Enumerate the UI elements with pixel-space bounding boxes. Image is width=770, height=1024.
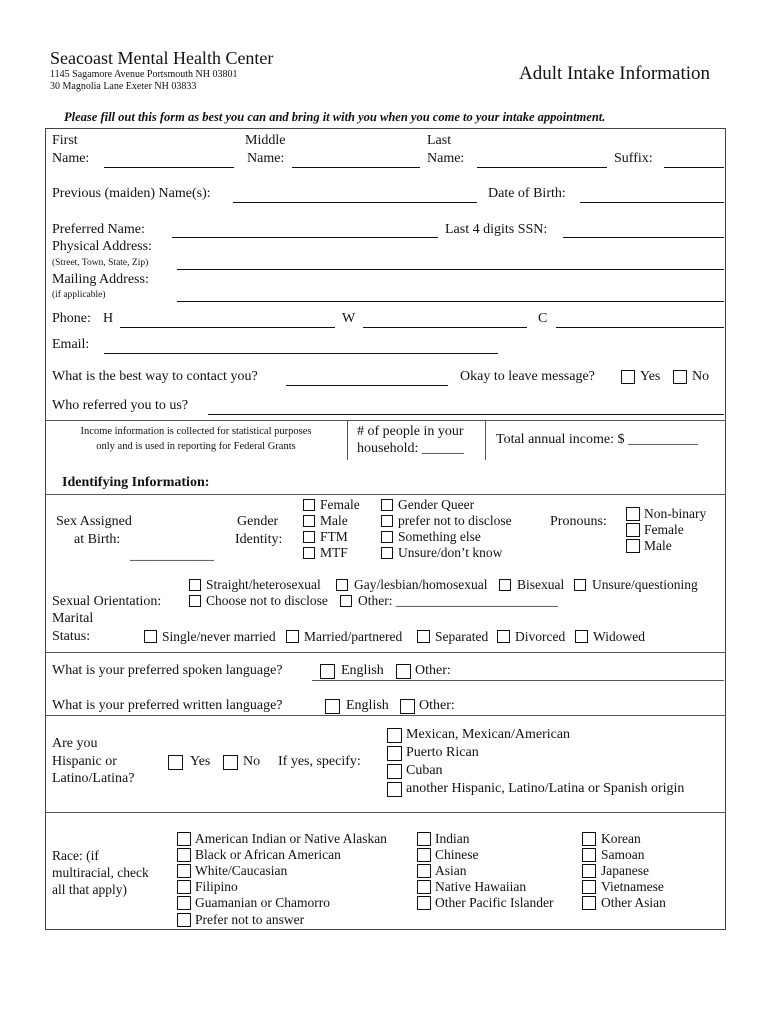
orientation-label: Sexual Orientation: [52, 594, 162, 609]
hispanic-question-2: Hispanic or [52, 754, 117, 769]
written-language-question: What is your preferred written language? [52, 698, 283, 713]
gender-unsure-label: Unsure/don’t know [398, 545, 503, 560]
gender-queer-checkbox[interactable] [381, 499, 393, 511]
race-chinese-checkbox[interactable] [417, 848, 431, 862]
spoken-language-top-rule [45, 652, 726, 653]
written-other-checkbox[interactable] [400, 699, 415, 714]
marital-single-checkbox[interactable] [144, 630, 157, 643]
race-black-checkbox[interactable] [177, 848, 191, 862]
last-name-label: Name: [427, 151, 465, 166]
race-vietnamese-label: Vietnamese [601, 879, 664, 894]
income-note-line1: Income information is collected for statistical purposes [80, 426, 312, 437]
gender-prefer-not-checkbox[interactable] [381, 515, 393, 527]
written-language-bottom-rule [45, 715, 726, 716]
race-japanese-label: Japanese [601, 863, 649, 878]
hispanic-bottom-rule [45, 812, 726, 813]
orientation-no-disclose-checkbox[interactable] [189, 595, 201, 607]
spoken-language-question: What is your preferred spoken language? [52, 663, 283, 678]
gender-something-else-label: Something else [398, 529, 481, 544]
written-other-label: Other: [419, 698, 455, 713]
leave-message-no-checkbox[interactable] [673, 370, 687, 384]
instructions: Please fill out this form as best you can and bring it with you when you come to your intake appointment. [64, 110, 606, 124]
hispanic-puerto-rican-label: Puerto Rican [406, 745, 479, 760]
spoken-other-checkbox[interactable] [396, 664, 411, 679]
gender-prefer-not-label: prefer not to disclose [398, 513, 512, 528]
gender-male-checkbox[interactable] [303, 515, 315, 527]
orientation-straight-checkbox[interactable] [189, 579, 201, 591]
preferred-name-label: Preferred Name: [52, 222, 145, 237]
household-label-line1: # of people in your [357, 424, 464, 439]
marital-separated-label: Separated [435, 629, 489, 644]
gender-something-else-checkbox[interactable] [381, 531, 393, 543]
dob-label: Date of Birth: [488, 186, 566, 201]
phone-cell-field[interactable] [556, 327, 724, 328]
hispanic-mexican-checkbox[interactable] [387, 728, 402, 743]
orientation-gay-checkbox[interactable] [336, 579, 348, 591]
race-american-indian-checkbox[interactable] [177, 832, 191, 846]
written-english-label: English [346, 698, 389, 713]
first-name-label-top: First [52, 133, 78, 148]
suffix-label: Suffix: [614, 151, 653, 166]
pronoun-nonbinary-label: Non-binary [644, 506, 707, 521]
hispanic-question-1: Are you [52, 736, 98, 751]
written-english-checkbox[interactable] [325, 699, 340, 714]
sex-assigned-label-2: at Birth: [74, 532, 121, 547]
physical-address-field[interactable] [177, 269, 724, 270]
gender-mtf-label: MTF [320, 545, 348, 560]
gender-female-label: Female [320, 497, 360, 512]
race-asian-checkbox[interactable] [417, 864, 431, 878]
hispanic-yes-checkbox[interactable] [168, 755, 183, 770]
race-guamanian-checkbox[interactable] [177, 896, 191, 910]
marital-label-1: Marital [52, 611, 94, 626]
referred-label: Who referred you to us? [52, 398, 189, 413]
sex-assigned-label-1: Sex Assigned [56, 514, 132, 529]
contact-way-field[interactable] [286, 385, 448, 386]
pronouns-label: Pronouns: [550, 514, 607, 529]
race-chinese-label: Chinese [435, 847, 479, 862]
gender-unsure-checkbox[interactable] [381, 547, 393, 559]
race-white-checkbox[interactable] [177, 864, 191, 878]
physical-address-label: Physical Address: [52, 239, 152, 254]
email-field[interactable] [104, 353, 498, 354]
race-vietnamese-checkbox[interactable] [582, 880, 596, 894]
race-label-1: Race: (if [52, 848, 99, 863]
preferred-name-field[interactable] [172, 237, 438, 238]
phone-home-label: H [103, 311, 114, 326]
orientation-bisexual-label: Bisexual [517, 577, 565, 592]
pronoun-male-checkbox[interactable] [626, 539, 640, 553]
spoken-other-label: Other: [415, 663, 451, 678]
last-name-field[interactable] [477, 167, 607, 168]
suffix-field[interactable] [664, 167, 724, 168]
gender-mtf-checkbox[interactable] [303, 547, 315, 559]
pronoun-female-label: Female [644, 522, 684, 537]
race-other-asian-label: Other Asian [601, 895, 666, 910]
gender-ftm-checkbox[interactable] [303, 531, 315, 543]
previous-name-field[interactable] [233, 202, 477, 203]
race-korean-checkbox[interactable] [582, 832, 596, 846]
marital-single-label: Single/never married [162, 629, 276, 644]
spoken-language-underline [312, 680, 724, 681]
marital-widowed-checkbox[interactable] [575, 630, 588, 643]
middle-name-label: Name: [247, 151, 285, 166]
spoken-english-label: English [341, 663, 384, 678]
race-japanese-checkbox[interactable] [582, 864, 596, 878]
income-note-line2: only and is used in reporting for Federal Grants [96, 441, 296, 452]
phone-cell-label: C [538, 311, 548, 326]
marital-divorced-checkbox[interactable] [497, 630, 510, 643]
pronoun-nonbinary-checkbox[interactable] [626, 507, 640, 521]
hispanic-puerto-rican-checkbox[interactable] [387, 746, 402, 761]
income-top-rule [45, 420, 726, 421]
race-asian-label: Asian [435, 863, 467, 878]
dob-field[interactable] [580, 202, 724, 203]
contact-way-label: What is the best way to contact you? [52, 369, 258, 384]
first-name-label: Name: [52, 151, 90, 166]
race-other-asian-checkbox[interactable] [582, 896, 596, 910]
race-label-3: all that apply) [52, 882, 127, 897]
race-white-label: White/Caucasian [195, 863, 288, 878]
income-divider-1 [347, 420, 348, 460]
marital-label-2: Status: [52, 629, 91, 644]
phone-work-field[interactable] [363, 327, 527, 328]
orientation-unsure-checkbox[interactable] [574, 579, 586, 591]
ssn-field[interactable] [563, 237, 724, 238]
phone-work-label: W [342, 311, 356, 326]
orientation-bisexual-checkbox[interactable] [499, 579, 511, 591]
race-filipino-label: Filipino [195, 879, 238, 894]
mailing-address-label: Mailing Address: [52, 272, 149, 287]
middle-name-label-top: Middle [245, 133, 286, 148]
leave-message-yes-checkbox[interactable] [621, 370, 635, 384]
hispanic-cuban-checkbox[interactable] [387, 764, 402, 779]
race-filipino-checkbox[interactable] [177, 880, 191, 894]
marital-married-label: Married/partnered [304, 629, 403, 644]
race-korean-label: Korean [601, 831, 641, 846]
marital-separated-checkbox[interactable] [417, 630, 430, 643]
household-label-line2[interactable]: household: ______ [357, 441, 464, 456]
total-income-label[interactable]: Total annual income: $ __________ [496, 432, 698, 447]
race-guamanian-label: Guamanian or Chamorro [195, 895, 330, 910]
hispanic-cuban-label: Cuban [406, 763, 443, 778]
hispanic-no-checkbox[interactable] [223, 755, 238, 770]
race-prefer-not-checkbox[interactable] [177, 913, 191, 927]
gender-queer-label: Gender Queer [398, 497, 475, 512]
last-name-label-top: Last [427, 133, 452, 148]
identifying-heading: Identifying Information: [62, 475, 210, 490]
phone-label: Phone: [52, 311, 91, 326]
leave-message-yes-label: Yes [640, 369, 661, 384]
orientation-gay-label: Gay/lesbian/homosexual [354, 577, 488, 592]
spoken-english-checkbox[interactable] [320, 664, 335, 679]
orientation-straight-label: Straight/heterosexual [206, 577, 321, 592]
pronoun-male-label: Male [644, 538, 672, 553]
gender-male-label: Male [320, 513, 348, 528]
marital-divorced-label: Divorced [515, 629, 566, 644]
race-samoan-checkbox[interactable] [582, 848, 596, 862]
form-title: Adult Intake Information [519, 63, 711, 84]
race-native-hawaiian-checkbox[interactable] [417, 880, 431, 894]
race-other-pacific-label: Other Pacific Islander [435, 895, 554, 910]
income-divider-2 [485, 420, 486, 460]
orientation-other-label[interactable]: Other: ________________________ [358, 593, 558, 608]
gender-label-1: Gender [237, 514, 279, 529]
race-other-pacific-checkbox[interactable] [417, 896, 431, 910]
hispanic-question-3: Latino/Latina? [52, 771, 135, 786]
mailing-address-field[interactable] [177, 301, 724, 302]
hispanic-no-label: No [243, 754, 261, 769]
race-american-indian-label: American Indian or Native Alaskan [195, 831, 387, 846]
race-black-label: Black or African American [195, 847, 341, 862]
orientation-no-disclose-label: Choose not to disclose [206, 593, 328, 608]
mailing-address-hint: (if applicable) [52, 290, 106, 300]
gender-label-2: Identity: [235, 532, 283, 547]
previous-name-label: Previous (maiden) Name(s): [52, 186, 211, 201]
hispanic-another-label: another Hispanic, Latino/Latina or Spanish origin [406, 781, 685, 796]
pronoun-female-checkbox[interactable] [626, 523, 640, 537]
hispanic-mexican-label: Mexican, Mexican/American [406, 727, 571, 742]
orientation-other-checkbox[interactable] [340, 595, 352, 607]
sex-assigned-field[interactable]: ____________ [130, 548, 214, 563]
address-exeter: 30 Magnolia Lane Exeter NH 03833 [50, 81, 197, 92]
orientation-unsure-label: Unsure/questioning [592, 577, 698, 592]
identifying-top-rule [45, 494, 726, 495]
address-portsmouth: 1145 Sagamore Avenue Portsmouth NH 03801 [50, 69, 238, 80]
org-name: Seacoast Mental Health Center [50, 48, 274, 68]
hispanic-yes-label: Yes [190, 754, 211, 769]
phone-home-field[interactable] [120, 327, 335, 328]
middle-name-field[interactable] [292, 167, 420, 168]
race-prefer-not-label: Prefer not to answer [195, 912, 305, 927]
first-name-field[interactable] [104, 167, 234, 168]
hispanic-specify-label: If yes, specify: [278, 754, 361, 769]
marital-widowed-label: Widowed [593, 629, 645, 644]
race-indian-label: Indian [435, 831, 470, 846]
race-indian-checkbox[interactable] [417, 832, 431, 846]
leave-message-label: Okay to leave message? [460, 369, 595, 384]
email-label: Email: [52, 337, 90, 352]
referred-field[interactable] [208, 414, 724, 415]
gender-ftm-label: FTM [320, 529, 348, 544]
gender-female-checkbox[interactable] [303, 499, 315, 511]
physical-address-hint: (Street, Town, State, Zip) [52, 258, 149, 268]
race-samoan-label: Samoan [601, 847, 645, 862]
hispanic-another-checkbox[interactable] [387, 782, 402, 797]
race-label-2: multiracial, check [52, 865, 149, 880]
ssn-label: Last 4 digits SSN: [445, 222, 548, 237]
race-native-hawaiian-label: Native Hawaiian [435, 879, 527, 894]
marital-married-checkbox[interactable] [286, 630, 299, 643]
leave-message-no-label: No [692, 369, 710, 384]
